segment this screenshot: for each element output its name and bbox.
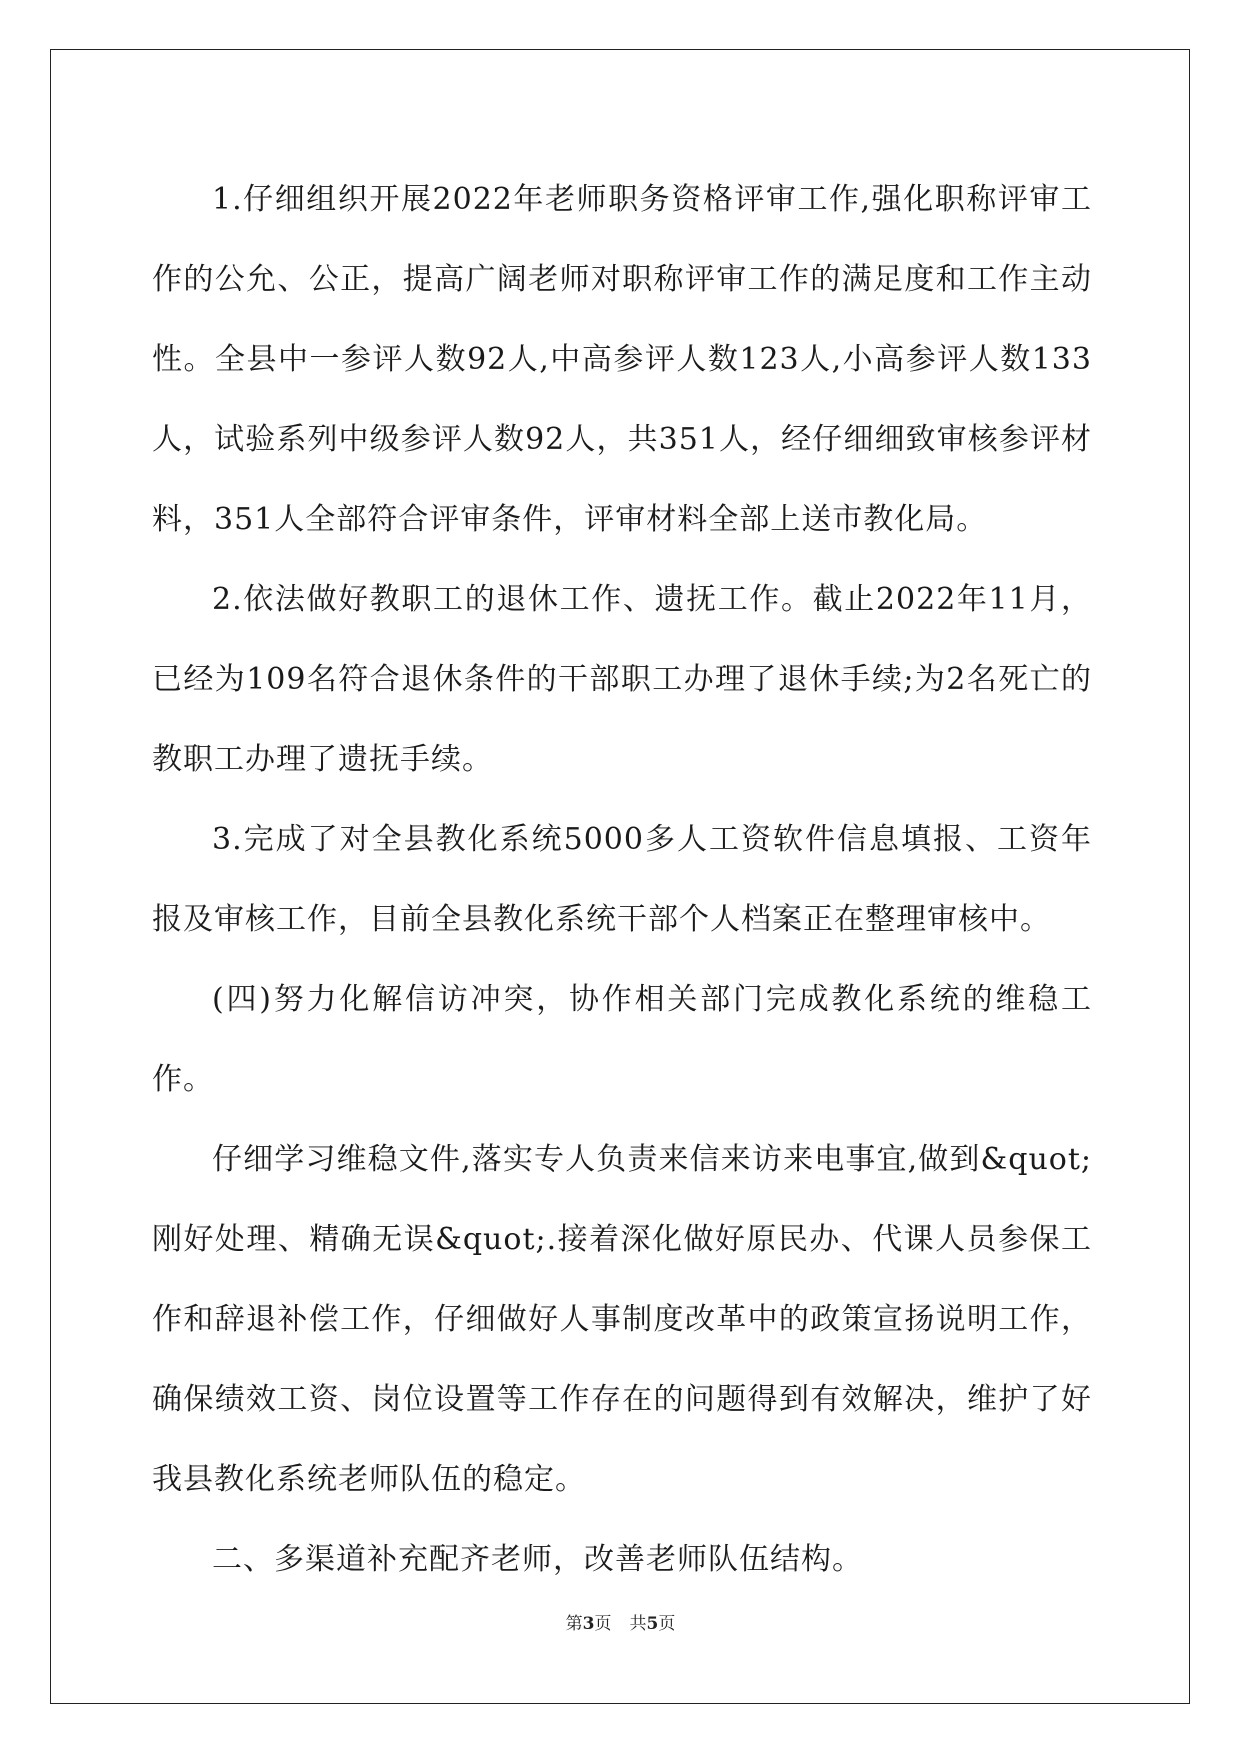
paragraph-2: 2.依法做好教职工的退休工作、遗抚工作。截止2022年11月，已经为109名符合退休条件的干部职工办理了退休手续;为2名死亡的教职工办理了遗抚手续。 <box>152 582 1092 777</box>
page-prefix: 第 <box>565 1614 583 1634</box>
total-suffix: 页 <box>658 1614 676 1634</box>
document-body <box>152 160 1092 1600</box>
paragraph-4: (四)努力化解信访冲突，协作相关部门完成教化系统的维稳工作。 <box>152 982 1092 1097</box>
total-prefix: 共 <box>629 1614 647 1634</box>
page-suffix: 页 <box>594 1614 612 1634</box>
paragraph-1: 1.仔细组织开展2022年老师职务资格评审工作,强化职称评审工作的公允、公正，提高广阔老师对职称评审工作的满足度和工作主动性。全县中一参评人数92人,中高参评人数123人,小高参评人数133人，试验系列中级参评人数92人，共351人，经仔细细致审核参评材料，351人全部符合评审条件，评审材料全部上送市教化局。 <box>152 182 1092 537</box>
page-current: 3 <box>582 1614 595 1634</box>
page-total: 5 <box>646 1614 659 1634</box>
paragraph-3: 3.完成了对全县教化系统5000多人工资软件信息填报、工资年报及审核工作，目前全县教化系统干部个人档案正在整理审核中。 <box>152 822 1092 937</box>
paragraph-6: 二、多渠道补充配齐老师，改善老师队伍结构。 <box>212 1542 863 1577</box>
page-footer <box>0 1609 1241 1634</box>
paragraph-5: 仔细学习维稳文件,落实专人负责来信来访来电事宜,做到&quot;刚好处理、精确无误&quot;.接着深化做好原民办、代课人员参保工作和辞退补偿工作，仔细做好人事制度改革中的政策宣扬说明工作，确保绩效工资、岗位设置等工作存在的问题得到有效解决，维护了好我县教化系统老师队伍的稳定。 <box>152 1142 1092 1497</box>
